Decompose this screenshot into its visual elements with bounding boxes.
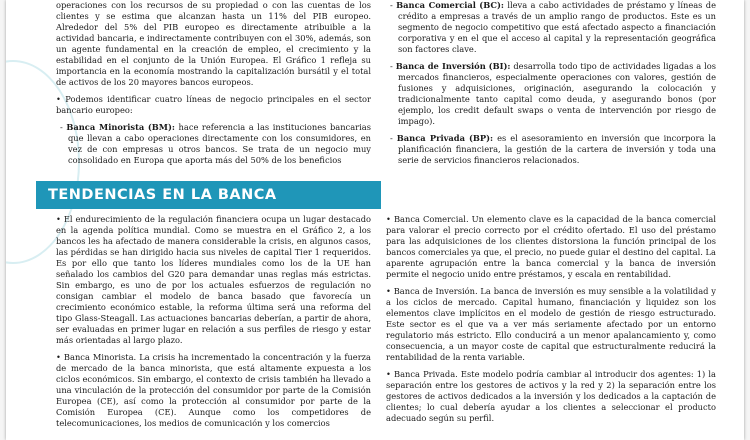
retail-trend-paragraph: • Banca Minorista. La crisis ha incrementado la concentración y la fuerza de mercado de la banca minorista, que está altamente expuesta a los ciclos económicos. Sin embargo, el contexto de crisis también ha llevado a una vinculación de la protección del consumidor por parte de la Comisión Europea (CE), así como la protección al consumidor por parte de la Comisión Europea (CE). Aunque como los competidores de telecomunicaciones, los medios de comunicación y los comercios <box>56 352 371 428</box>
investment-banking-text: desarrolla todo tipo de actividades ligadas a los mercados financieros, especialmente operaciones con valores, gestión de fusiones y adquisiciones, originación, asegurando la colocación y tradicionalmente tanto capital como deuda, y asegurando bonos (por ejemplo, los credit default swaps o venta de intervención por riesgo de impago). <box>398 61 717 126</box>
commercial-banking-item: - Banca Comercial (BC): lleva a cabo actividades de préstamo y líneas de crédito a empresas a través de un amplio rango de productos. Este es un segmento de negocio competitivo que está afectado aspecto a financiación corporativa y en el que el acceso al capital y la representación geográfica son factores clave. <box>390 0 717 54</box>
retail-banking-abbr: (BM): <box>147 122 175 132</box>
commercial-banking-title: Banca Comercial <box>396 0 476 10</box>
document-page <box>6 0 744 440</box>
private-banking-item: - Banca Privada (BP): es el asesoramiento en inversión que incorpora la planificación financiera, la gestión de la cartera de inversión y toda una serie de servicios financieros relacionados. <box>390 133 717 165</box>
section-banner <box>36 181 381 209</box>
retail-banking-item: - Banca Minorista (BM): hace referencia a las instituciones bancarias que llevan a cabo operaciones directamente con los consumidores, en vez de con empresas u otros bancos. Se trata de un negocio muy consolidado en Europa que aporta más del 50% de los beneficios <box>60 122 371 165</box>
investment-banking-item: - Banca de Inversión (BI): desarrolla todo tipo de actividades ligadas a los mercados financieros, especialmente operaciones con valores, gestión de fusiones y adquisiciones, originación, asegurando la colocación y tradicionalmente tanto capital como deuda, y asegurando bonos (por ejemplo, los credit default swaps o venta de intervención por riesgo de impago). <box>390 61 717 126</box>
commercial-trend-paragraph: • Banca Comercial. Un elemento clave es la capacidad de la banca comercial para valorar el precio correcto por el crédito ofertado. El uso del préstamo para las adquisiciones de los clientes distorsiona la función principal de los bancos comerciales ya que, el precio, no puede guiar el destino del capital. La aparente agrupación entre la banca comercial y la banca de inversión permite el negocio unido entre préstamos, y escala en rentabilidad. <box>386 214 716 279</box>
top-left-column <box>56 0 371 172</box>
retail-banking-title: Banca Minorista <box>66 122 145 132</box>
retail-banking-text: hace referencia a las instituciones bancarias que llevan a cabo operaciones directamente con los consumidores, en vez de con empresas u otros bancos. Se trata de un negocio muy consolidado en Europa que aporta más del 50% de los beneficios <box>68 122 371 165</box>
private-banking-abbr: (BP): <box>468 133 494 143</box>
commercial-banking-text: lleva a cabo actividades de préstamo y líneas de crédito a empresas a través de un amplio rango de productos. Este es un segmento de negocio competitivo que está afectado aspecto a financiación corporativa y en el que el acceso al capital y la representación geográfica son factores clave. <box>398 0 717 54</box>
intro-paragraph: operaciones con los recursos de su propiedad o con las cuentas de los clientes y se estima que alcanzan hasta un 11% del PIB europeo. Alrededor del 5% del PIB europeo es directamente atribuible a la actividad bancaria, e indirectamente contribuyen con el 30%, además, son un agente fundamental en la creación de empleo, el crecimiento y la estabilidad en el conjunto de la Unión Europea. El Gráfico 1 refleja su importancia en la economía mostrando la capitalización bursátil y el total de activos de los 20 mayores bancos europeos. <box>56 0 371 87</box>
bottom-right-column <box>386 214 716 430</box>
bottom-left-column <box>56 214 371 435</box>
private-banking-title: Banca Privada <box>396 133 465 143</box>
section-title: TENDENCIAS EN LA BANCA <box>48 187 277 203</box>
private-trend-paragraph: • Banca Privada. Este modelo podría cambiar al introducir dos agentes: 1) la separación entre los gestores de activos y la red y 2) la separación entre los gestores de activos dedicados a la inversión y los dedicados a la captación de clientes; lo cual debería ayudar a los clientes a seleccionar el producto adecuado según su perfil. <box>386 369 716 423</box>
regulation-paragraph: • El endurecimiento de la regulación financiera ocupa un lugar destacado en la agenda política mundial. Como se muestra en el Gráfico 2, a los bancos les ha afectado de manera considerable la crisis, en algunos casos, las pérdidas se han dirigido hacia sus niveles de capital Tier 1 requeridos. Es por ello que tanto los líderes mundiales como los de la UE han señalado los cambios del G20 para demandar unas reglas más estrictas. Sin embargo, es uno de por los actuales esfuerzos de regulación no consigan cambiar el modelo de banca basado que favorecía un crecimiento económico estable, la reforma última será una reforma del tipo Glass-Steagall. Las actuaciones bancarias deberían, a partir de ahora, ser evaluadas en primer lugar en relación a sus perfiles de riesgo y estar más orientadas al largo plazo. <box>56 214 371 345</box>
commercial-banking-abbr: (BC): <box>479 0 504 10</box>
top-right-column <box>386 0 716 172</box>
investment-banking-title: Banca de Inversión <box>395 61 486 71</box>
private-banking-text: es el asesoramiento en inversión que incorpora la planificación financiera, la gestión de la cartera de inversión y toda una serie de servicios financieros relacionados. <box>398 133 717 165</box>
business-lines-intro: • Podemos identificar cuatro líneas de negocio principales en el sector bancario europeo: <box>56 94 371 115</box>
investment-trend-paragraph: • Banca de Inversión. La banca de inversión es muy sensible a la volatilidad y a los ciclos de mercado. Capital humano, financiación y liquidez son los elementos clave implícitos en el modelo de gestión de riesgo estructurado. Este sector es el que va a ver más seriamente afectado por un entorno regulatorio más estricto. Ello conducirá a un menor apalancamiento y, como consecuencia, a un mayor coste de capital que estructuralmente reducirá la rentabilidad de la renta variable. <box>386 286 716 362</box>
investment-banking-abbr: (BI): <box>488 61 511 71</box>
